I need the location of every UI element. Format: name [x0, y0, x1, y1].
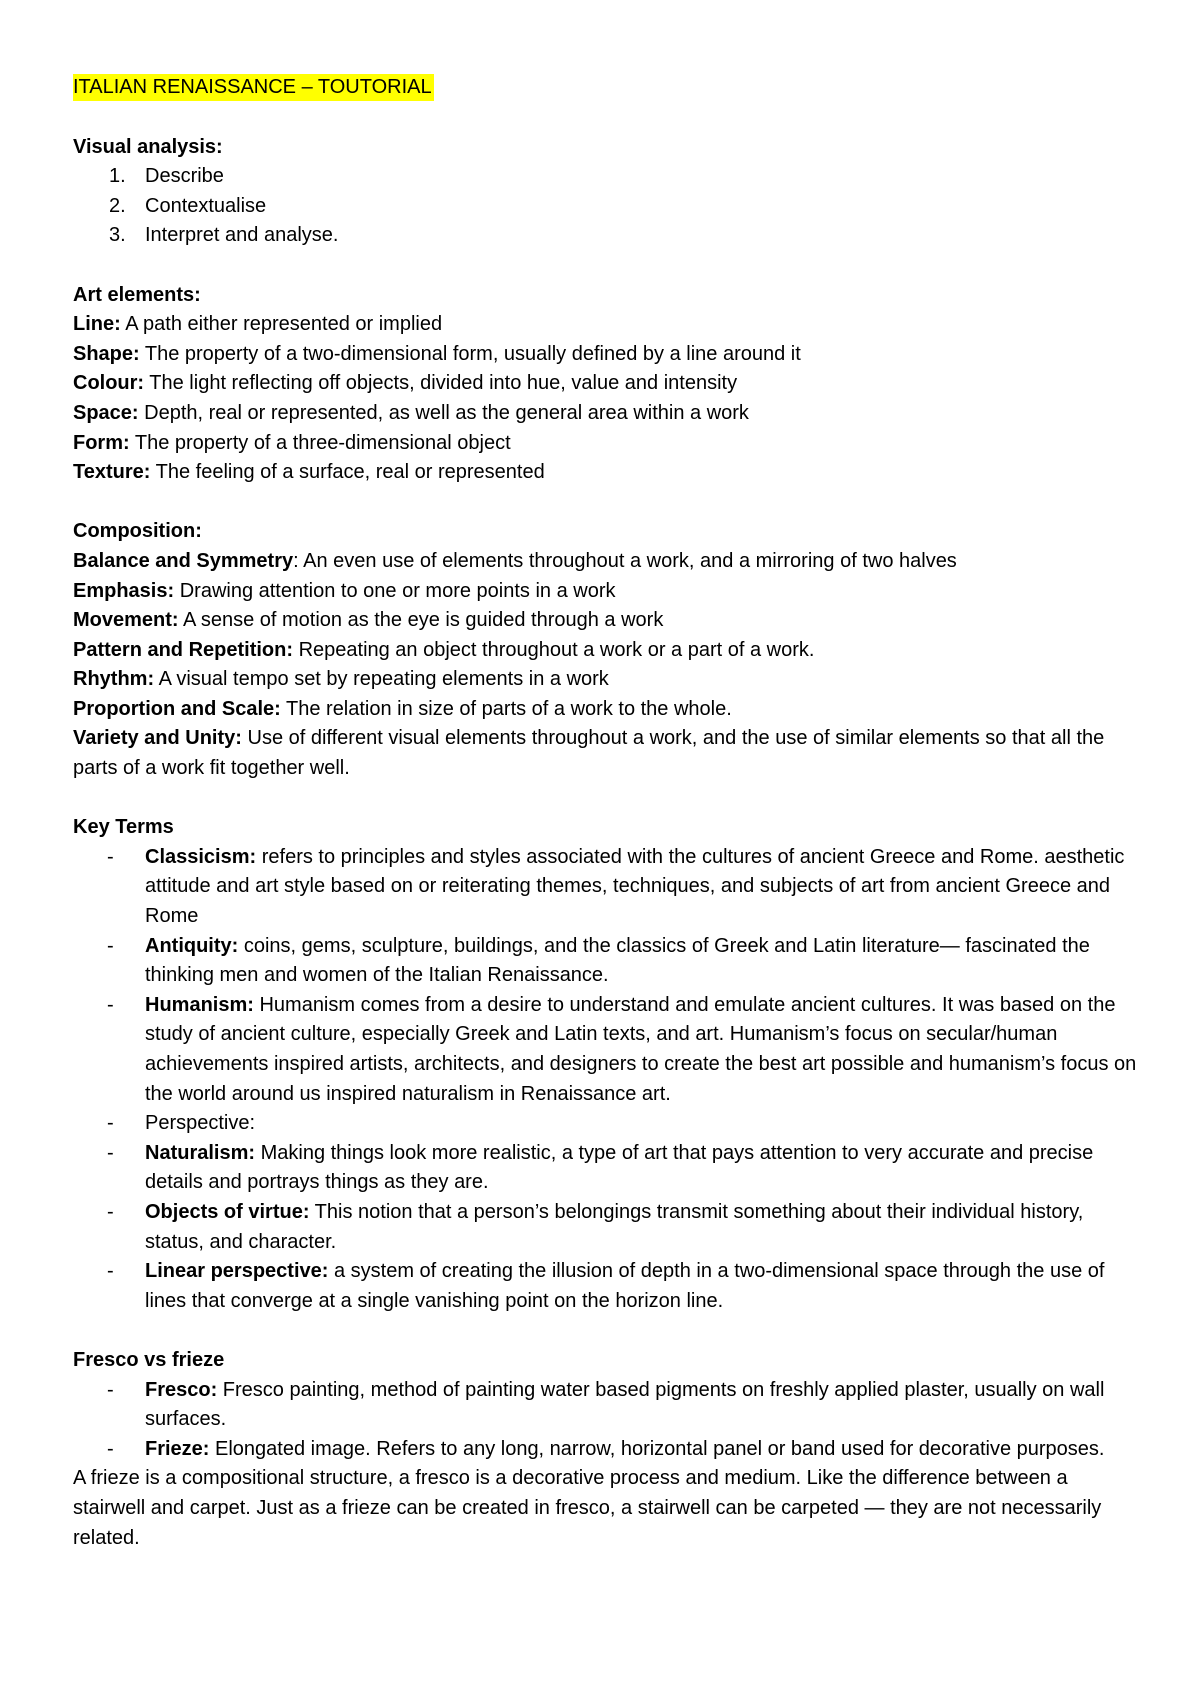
definition-text: The feeling of a surface, real or represented — [150, 461, 545, 484]
key-terms-heading: Key Terms — [73, 816, 174, 839]
dash-bullet-icon: - — [107, 993, 114, 1016]
dash-bullet-icon: - — [107, 845, 114, 868]
list-item — [109, 162, 1140, 192]
definition-term: Naturalism: — [145, 1141, 256, 1164]
definition-term: Humanism: — [145, 993, 254, 1016]
list-item — [107, 843, 1140, 932]
definition-term: Texture: — [73, 461, 151, 484]
definition-term: Colour: — [73, 372, 145, 395]
definition-line — [73, 695, 1140, 725]
fresco-frieze-paragraph: A frieze is a compositional structure, a fresco is a decorative process and medium. Like the difference between a stairwell and carpet. Just as a frieze can be created in fresco, a stairwell can be carpeted — they are not necessarily related. — [73, 1467, 1102, 1549]
definition-text: refers to principles and styles associated with the cultures of ancient Greece and Rome. aesthetic attitude and art style based on or reiterating themes, techniques, and subjects of art from ancient Greece and Rome — [145, 845, 1125, 928]
definition-text: : An even use of elements throughout a work, and a mirroring of two halves — [293, 549, 957, 572]
list-item — [107, 1109, 1140, 1139]
dash-bullet-icon: - — [107, 1260, 114, 1283]
list-item-text: Describe — [145, 165, 224, 188]
definition-text: coins, gems, sculpture, buildings, and the classics of Greek and Latin literature— fascinated the thinking men and women of the Italian Renaissance. — [145, 934, 1090, 987]
definition-term: Form: — [73, 431, 130, 454]
definition-term: Linear perspective: — [145, 1260, 329, 1283]
definition-line — [73, 399, 1140, 429]
definition-line — [73, 665, 1140, 695]
definition-text: Making things look more realistic, a type of art that pays attention to very accurate and precise details and portrays things as they are. — [145, 1141, 1094, 1194]
definition-line — [73, 429, 1140, 459]
dash-bullet-icon: - — [107, 1378, 114, 1401]
list-item — [107, 1139, 1140, 1198]
definition-line — [73, 577, 1140, 607]
definition-text: Depth, real or represented, as well as the general area within a work — [138, 401, 749, 424]
definition-text: The relation in size of parts of a work to the whole. — [280, 697, 732, 720]
definition-text: The property of a two-dimensional form, usually defined by a line around it — [139, 342, 801, 365]
spacer — [73, 251, 1140, 281]
definition-term: Pattern and Repetition: — [73, 638, 294, 661]
dash-bullet-icon: - — [107, 1437, 114, 1460]
list-item — [109, 221, 1140, 251]
list-item-text: Interpret and analyse. — [145, 224, 339, 247]
definition-text: Fresco painting, method of painting water based pigments on freshly applied plaster, usually on wall surfaces. — [145, 1378, 1105, 1431]
list-item-text: Contextualise — [145, 194, 267, 217]
definition-text: Repeating an object throughout a work or a part of a work. — [293, 638, 815, 661]
definition-line — [73, 547, 1140, 577]
definition-text: Drawing attention to one or more points in a work — [174, 579, 616, 602]
art-elements-heading: Art elements: — [73, 283, 201, 306]
definition-term: Movement: — [73, 609, 179, 632]
definition-line — [73, 369, 1140, 399]
document-title: ITALIAN RENAISSANCE – TOUTORIAL — [73, 74, 434, 101]
spacer — [73, 488, 1140, 518]
definition-line — [73, 340, 1140, 370]
composition-heading: Composition: — [73, 520, 202, 543]
list-number: 1. — [109, 165, 126, 188]
definition-text: Use of different visual elements throughout a work, and the use of similar elements so that all the parts of a work fit together well. — [73, 727, 1105, 780]
definition-term: Balance and Symmetry — [73, 549, 294, 572]
spacer — [73, 103, 1140, 133]
definition-term: Emphasis: — [73, 579, 175, 602]
list-item — [107, 1257, 1140, 1316]
visual-analysis-heading: Visual analysis: — [73, 135, 223, 158]
definition-line — [73, 458, 1140, 488]
definition-term: Antiquity: — [145, 934, 239, 957]
definition-term: Rhythm: — [73, 668, 155, 691]
definition-text: Perspective: — [145, 1112, 256, 1135]
fresco-frieze-heading: Fresco vs frieze — [73, 1348, 225, 1371]
definition-text: A visual tempo set by repeating elements in a work — [154, 668, 609, 691]
list-item — [107, 991, 1140, 1109]
definition-term: Proportion and Scale: — [73, 697, 281, 720]
list-item — [107, 1376, 1140, 1435]
list-number: 3. — [109, 224, 126, 247]
definition-text: A sense of motion as the eye is guided through a work — [178, 609, 664, 632]
dash-bullet-icon: - — [107, 934, 114, 957]
visual-analysis-list — [73, 162, 1140, 251]
definition-term: Line: — [73, 313, 121, 336]
list-item — [107, 1435, 1140, 1465]
fresco-frieze-list — [73, 1376, 1140, 1465]
definition-text: A path either represented or implied — [120, 313, 443, 336]
dash-bullet-icon: - — [107, 1112, 114, 1135]
definition-text: The property of a three-dimensional object — [129, 431, 511, 454]
definition-term: Variety and Unity: — [73, 727, 242, 750]
list-item — [107, 932, 1140, 991]
dash-bullet-icon: - — [107, 1141, 114, 1164]
definition-term: Fresco: — [145, 1378, 218, 1401]
definition-text: The light reflecting off objects, divided into hue, value and intensity — [144, 372, 738, 395]
definition-line — [73, 636, 1140, 666]
definition-line — [73, 606, 1140, 636]
definition-text: Elongated image. Refers to any long, narrow, horizontal panel or band used for decorative purposes. — [209, 1437, 1105, 1460]
spacer — [73, 1316, 1140, 1346]
definition-term: Frieze: — [145, 1437, 210, 1460]
list-item — [107, 1198, 1140, 1257]
dash-bullet-icon: - — [107, 1200, 114, 1223]
definition-term: Space: — [73, 401, 139, 424]
definition-line — [73, 310, 1140, 340]
spacer — [73, 784, 1140, 814]
definition-text: Humanism comes from a desire to understand and emulate ancient cultures. It was based on the study of ancient culture, especially Greek and Latin texts, and art. Humanism’s focus on secular/human achievements inspired artists, architects, and designers to create the best art possible and humanism’s focus on the world around us inspired naturalism in Renaissance art. — [145, 993, 1137, 1105]
list-item — [109, 192, 1140, 222]
list-number: 2. — [109, 194, 126, 217]
definition-term: Classicism: — [145, 845, 257, 868]
key-terms-list — [73, 843, 1140, 1317]
definition-term: Objects of virtue: — [145, 1200, 310, 1223]
definition-text: This notion that a person’s belongings transmit something about their individual history, status, and character. — [145, 1200, 1084, 1253]
definition-term: Shape: — [73, 342, 140, 365]
definition-line — [73, 724, 1140, 783]
definition-text: a system of creating the illusion of depth in a two-dimensional space through the use of lines that converge at a single vanishing point on the horizon line. — [145, 1260, 1105, 1312]
